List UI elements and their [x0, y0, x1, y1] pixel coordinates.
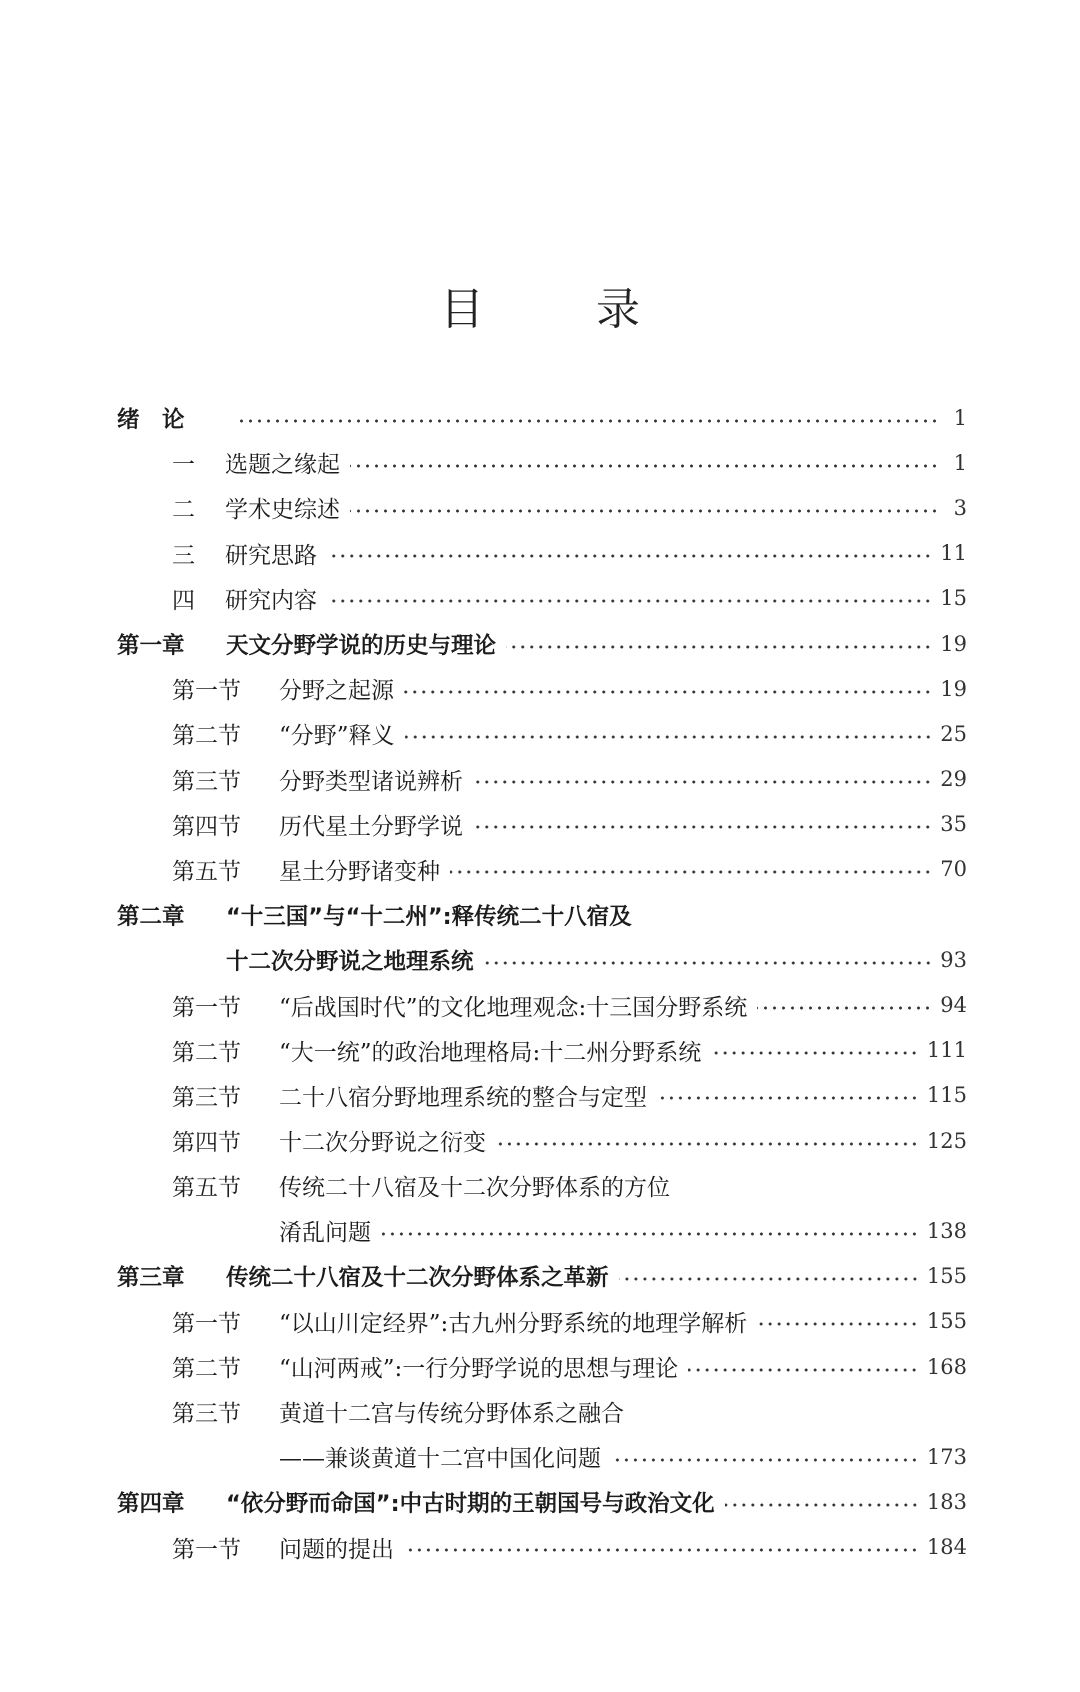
toc-entry[interactable]	[117, 982, 967, 1027]
toc-entry[interactable]	[117, 1118, 967, 1163]
toc-entry-page: 93	[940, 947, 967, 972]
dot-leader	[688, 1368, 919, 1372]
toc-entry-number: 第一节	[172, 678, 241, 705]
toc-entry-page: 168	[926, 1354, 967, 1379]
toc-entry[interactable]	[117, 1434, 967, 1479]
toc-entry-page: 111	[926, 1038, 967, 1063]
dot-leader	[236, 419, 939, 423]
toc-entry-title: “依分野而命国”:中古时期的王朝国号与政治文化	[226, 1491, 715, 1518]
toc-entry-page: 35	[940, 812, 967, 837]
toc-entry-page: 94	[940, 993, 967, 1018]
toc-entry-number: 二	[172, 497, 195, 524]
toc-entry-title: 学术史综述	[225, 497, 340, 524]
toc-entry-title: 研究思路	[225, 542, 317, 569]
dot-leader	[725, 1503, 919, 1507]
toc-entry-number: 第二章	[117, 903, 185, 930]
toc-entry-page: 15	[940, 586, 967, 611]
toc-entry-title: 问题的提出	[279, 1536, 394, 1563]
toc-entry-page: 25	[940, 721, 967, 746]
toc-entry[interactable]	[117, 666, 967, 711]
dot-leader	[657, 1096, 919, 1100]
toc-entry-title: 天文分野学说的历史与理论	[226, 632, 497, 659]
toc-entry[interactable]	[117, 1480, 967, 1525]
toc-entry-title: “分野”释义	[279, 723, 395, 750]
toc-entry-number: 一	[172, 452, 195, 479]
dot-leader	[619, 1277, 919, 1281]
toc-entry-page: 3	[953, 495, 967, 520]
toc-entry[interactable]	[117, 576, 967, 621]
toc-entry[interactable]	[117, 621, 967, 666]
toc-entry-page: 19	[940, 676, 967, 701]
toc-entry-title: 传统二十八宿及十二次分野体系之革新	[226, 1265, 609, 1292]
toc-entry[interactable]	[117, 757, 967, 802]
toc-entry-title: “大一统”的政治地理格局:十二州分野系统	[279, 1039, 702, 1066]
toc-entry[interactable]	[117, 711, 967, 756]
toc-entry-title: 研究内容	[225, 587, 317, 614]
toc-entry[interactable]	[117, 1028, 967, 1073]
toc-entry[interactable]	[117, 1208, 967, 1253]
toc-entry-title: 分野之起源	[279, 678, 394, 705]
toc-entry[interactable]	[117, 531, 967, 576]
toc-entry-number: 第三章	[117, 1265, 185, 1292]
toc-entry-number: 第一节	[172, 994, 241, 1021]
toc-entry[interactable]	[117, 1254, 967, 1299]
toc-entry-page: 29	[940, 767, 967, 792]
toc-entry-number: 第四章	[117, 1491, 185, 1518]
toc-entry-title: 传统二十八宿及十二次分野体系的方位	[279, 1175, 670, 1202]
toc-entry-number: 第五节	[172, 858, 241, 885]
dot-leader	[611, 1458, 919, 1462]
toc-entry-number: 绪 论	[117, 406, 185, 433]
toc-entry-number: 第一节	[172, 1310, 241, 1337]
toc-entry-page: 125	[926, 1128, 967, 1153]
page-title: 目 录	[440, 284, 674, 335]
dot-leader	[484, 961, 933, 965]
toc-entry-title: 十二次分野说之衍变	[279, 1130, 486, 1157]
dot-leader	[405, 735, 933, 739]
toc-entry-number: 第四节	[172, 1130, 241, 1157]
toc-entry-number: 第一节	[172, 1536, 241, 1563]
dot-leader	[327, 599, 932, 603]
dot-leader	[473, 825, 932, 829]
dot-leader	[473, 780, 932, 784]
dot-leader	[404, 1548, 919, 1552]
toc-entry[interactable]	[117, 1389, 967, 1434]
toc-entry-number: 第二节	[172, 723, 241, 750]
toc-entry-title: 历代星土分野学说	[279, 813, 463, 840]
toc-entry-page: 173	[926, 1444, 967, 1469]
toc-entry-page: 1	[953, 450, 967, 475]
dot-leader	[450, 870, 932, 874]
toc-entry-number: 第二节	[172, 1039, 241, 1066]
toc-entry-title: 十二次分野说之地理系统	[226, 948, 474, 975]
dot-leader	[757, 1322, 919, 1326]
toc-entry-page: 70	[940, 857, 967, 882]
toc-entry-page: 183	[926, 1490, 967, 1515]
toc-entry[interactable]	[117, 1163, 967, 1208]
toc-entry[interactable]	[117, 1344, 967, 1389]
toc-entry-title: “以山川定经界”:古九州分野系统的地理学解析	[279, 1310, 748, 1337]
toc-entry-number: 四	[172, 587, 195, 614]
toc-entry-title: 分野类型诸说辨析	[279, 768, 463, 795]
toc-entry-number: 第三节	[172, 1401, 241, 1428]
dot-leader	[350, 464, 939, 468]
dot-leader	[327, 554, 932, 558]
toc-entry-page: 11	[940, 541, 967, 566]
toc-entry-page: 1	[953, 405, 967, 430]
toc-entry-number: 第五节	[172, 1175, 241, 1202]
toc-entry-number: 第三节	[172, 1084, 241, 1111]
toc-entry-title: 二十八宿分野地理系统的整合与定型	[279, 1084, 647, 1111]
toc-entry[interactable]	[117, 1299, 967, 1344]
toc-entry[interactable]	[117, 847, 967, 892]
dot-leader	[711, 1051, 919, 1055]
dot-leader	[757, 1006, 932, 1010]
table-of-contents	[117, 395, 967, 1570]
toc-entry-number: 第二节	[172, 1356, 241, 1383]
toc-entry[interactable]	[117, 485, 967, 530]
toc-entry-page: 155	[926, 1264, 967, 1289]
toc-entry-page: 155	[926, 1309, 967, 1334]
toc-entry-title: 星土分野诸变种	[279, 858, 440, 885]
toc-entry-page: 19	[940, 631, 967, 656]
toc-entry[interactable]	[117, 440, 967, 485]
toc-entry-page: 115	[926, 1083, 967, 1108]
toc-entry-title: 黄道十二宫与传统分野体系之融合	[279, 1401, 624, 1428]
dot-leader	[496, 1142, 919, 1146]
toc-entry-number: 第三节	[172, 768, 241, 795]
toc-entry-title: “山河两戒”:一行分野学说的思想与理论	[279, 1356, 679, 1383]
toc-entry-title: 选题之缘起	[225, 452, 340, 479]
toc-entry[interactable]	[117, 937, 967, 982]
dot-leader	[381, 1232, 919, 1236]
toc-entry[interactable]	[117, 1525, 967, 1570]
toc-entry-number: 三	[172, 542, 195, 569]
dot-leader	[506, 645, 932, 649]
dot-leader	[404, 690, 932, 694]
toc-entry-page: 184	[926, 1535, 967, 1560]
toc-entry-title: ——兼谈黄道十二宫中国化问题	[279, 1446, 601, 1473]
toc-entry-title: 淆乱问题	[279, 1220, 371, 1247]
toc-entry[interactable]	[117, 395, 967, 440]
toc-entry-page: 138	[926, 1218, 967, 1243]
toc-entry-number: 第一章	[117, 632, 185, 659]
dot-leader	[350, 509, 939, 513]
toc-entry[interactable]	[117, 1073, 967, 1118]
toc-entry-number: 第四节	[172, 813, 241, 840]
toc-entry[interactable]	[117, 892, 967, 937]
toc-entry-title: “十三国”与“十二州”:释传统二十八宿及	[226, 903, 632, 930]
toc-entry-title: “后战国时代”的文化地理观念:十三国分野系统	[279, 994, 748, 1021]
toc-entry[interactable]	[117, 802, 967, 847]
